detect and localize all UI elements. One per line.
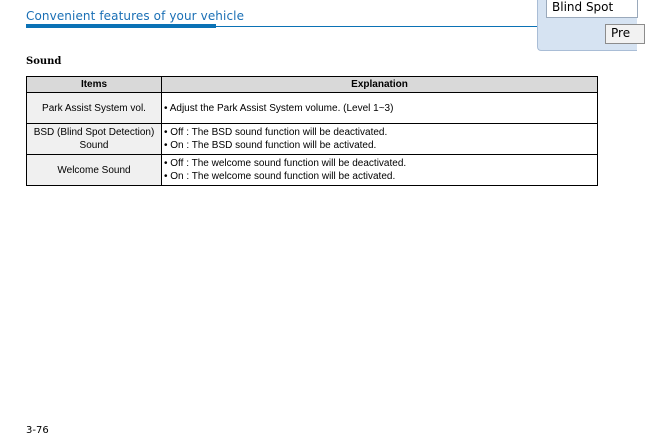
item-cell: Park Assist System vol. — [27, 93, 162, 124]
search-input[interactable]: Blind Spot — [546, 0, 638, 18]
page-number: 3-76 — [26, 425, 49, 436]
explanation-cell — [162, 93, 598, 124]
table-row — [27, 93, 598, 124]
table-row — [27, 124, 598, 155]
explanation-line: • On : The BSD sound function will be activated. — [164, 140, 377, 151]
table-header-row — [27, 77, 598, 93]
item-cell: BSD (Blind Spot Detection) Sound — [27, 124, 162, 155]
explanation-cell — [162, 124, 598, 155]
item-cell: Welcome Sound — [27, 155, 162, 186]
header-rule-accent — [26, 24, 216, 28]
page-header-title: Convenient features of your vehicle — [26, 9, 245, 23]
column-header-items: Items — [27, 77, 162, 93]
section-heading: Sound — [26, 56, 62, 67]
explanation-line: • On : The welcome sound function will be activated. — [164, 171, 396, 182]
column-header-explanation: Explanation — [162, 77, 598, 93]
explanation-cell — [162, 155, 598, 186]
sound-settings-table — [26, 76, 598, 186]
explanation-line: • Adjust the Park Assist System volume. (Level 1~3) — [164, 102, 394, 114]
explanation-line: • Off : The BSD sound function will be deactivated. — [164, 127, 388, 138]
explanation-line: • Off : The welcome sound function will be deactivated. — [164, 158, 407, 169]
find-toolbar — [537, 0, 637, 51]
table-row — [27, 155, 598, 186]
previous-button[interactable]: Pre — [605, 24, 645, 44]
